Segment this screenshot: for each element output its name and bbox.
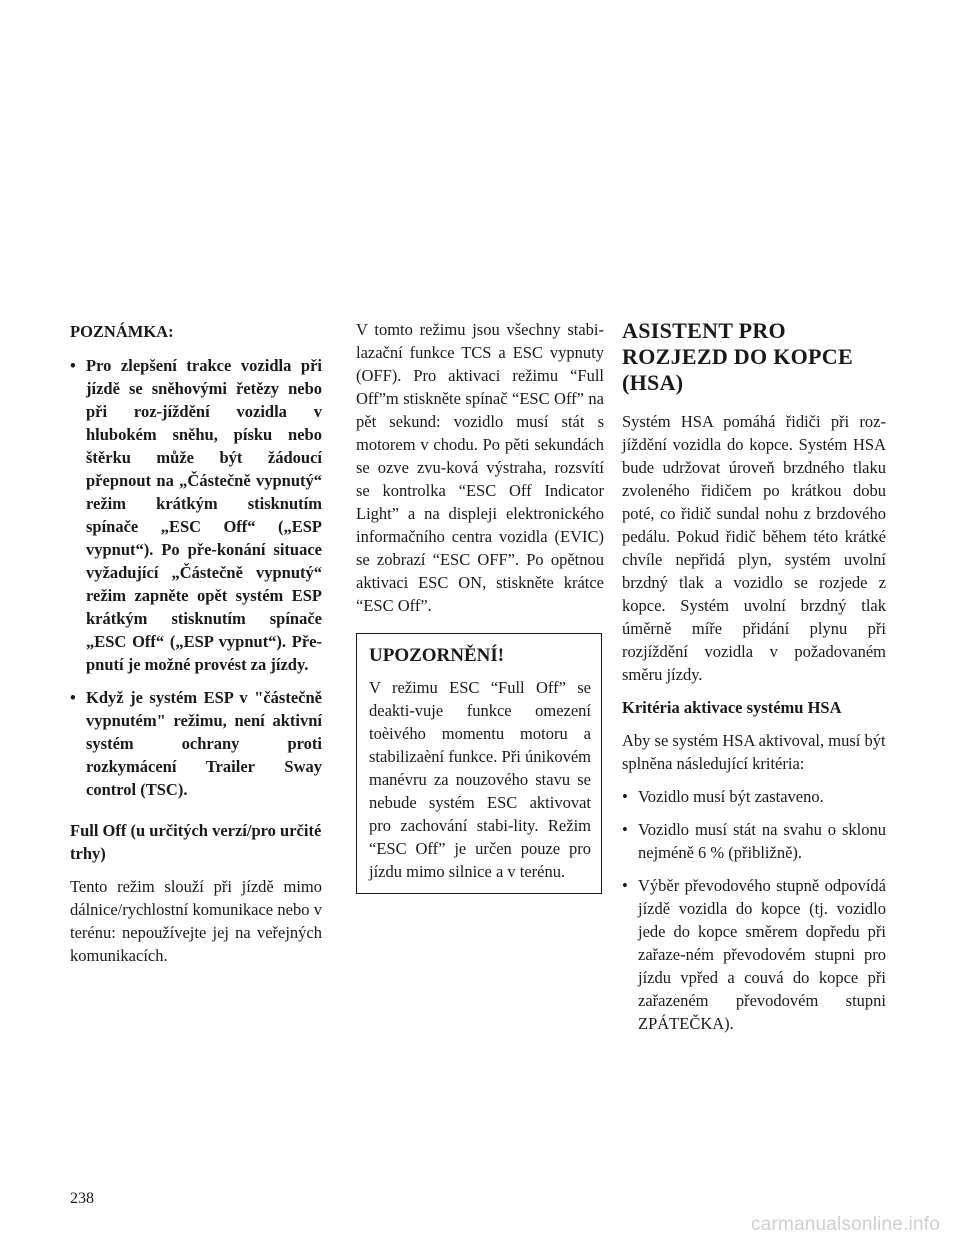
warning-title: UPOZORNĚNÍ! (369, 645, 505, 666)
criteria-list (622, 785, 886, 1035)
warning-text: V režimu ESC “Full Off” se deakti-vuje funkce omezení toèivého momentu motoru a stabilizaèní funkce. Při únikovém manévru za nouzového stavu se nebude systém ESC aktivovat pro zachování stabi-lity. Režim “ESC Off” je určen pouze pro jízdu mimo silnice a v terénu. (369, 678, 591, 881)
hsa-paragraph: Systém HSA pomáhá řidiči při roz-jíždění vozidla do kopce. Systém HSA bude udržovat úroveň brzdného tlaku zvoleného řidičem po krátkou dobu poté, co řidič sundal nohu z brzdového pedálu. Pokud řidič během této krátké chvíle nepřidá plyn, systém uvolní brzdný tlak a vozidlo se rozjede z kopce. Systém uvolní brzdný tlak úměrně míře přidání plynu při rozjíždění vozidla v požadovaném směru jízdy. (622, 412, 886, 684)
full-off-paragraph: Tento režim slouží při jízdě mimo dálnice/rychlostní komunikace nebo v terénu: nepoužívejte jej na veřejných komunikacích. (70, 877, 322, 965)
note-bullet-1: • Pro zlepšení trakce vozidla při jízdě se sněhovými řetězy nebo při roz-jíždění vozidla v hlubokém sněhu, písku nebo štěrku může být žádoucí přepnout na „Částečně vypnutý“ režim krátkým stisknutím spínače „ESC Off“ („ESP vypnut“). Po pře-konání situace vyžadující „Částečně vypnutý“ režim zapněte opět systém ESP krátkým stisknutím spínače „ESC Off“ („ESP vypnut“). Pře-pnutí je možné provést za jízdy. (70, 354, 322, 676)
full-off-subheading: Full Off (u určitých verzí/pro určité trhy) (70, 821, 322, 863)
criteria-heading: Kritéria aktivace systému HSA (622, 698, 842, 717)
criteria-item-1: • Vozidlo musí být zastaveno. (622, 785, 886, 808)
warning-box (356, 633, 602, 894)
criteria-item-3: • Výběr převodového stupně odpovídá jízdě vozidla do kopce (tj. vozidlo jede do kopce směrem dopředu při zařaze-ném převodovém stupni pro jízdu vpřed a couvá do kopce při zařazeném převodovém stupni ZPÁTEČKA). (622, 874, 886, 1035)
watermark: carmanualsonline.info (750, 1214, 940, 1235)
left-column (70, 318, 322, 967)
note-bullet-2: • Když je systém ESP v "částečně vypnutém" režimu, není aktivní systém ochrany proti rozkymácení Trailer Sway control (TSC). (70, 686, 322, 801)
criteria-intro: Aby se systém HSA aktivoval, musí být splněna následující kritéria: (622, 731, 886, 773)
full-off-description: V tomto režimu jsou všechny stabi-lazační funkce TCS a ESC vypnuty (OFF). Pro aktivaci režimu “Full Off”m stiskněte spínač “ESC Off” na pět sekund: vozidlo musí stát s motorem v chodu. Po pěti sekundách se ozve zvu-ková výstraha, rozsvítí se kontrolka “ESC Off Indicator Light” a na displeji elektronického informačního centra vozidla (EVIC) se zobrazí “ESC OFF”. Po opětnou aktivaci ESC ON, stiskněte krátce “ESC Off”. (356, 320, 604, 615)
note-list (70, 354, 322, 801)
middle-column (356, 318, 604, 894)
right-column (622, 318, 886, 1045)
section-heading: ASISTENT PRO ROZJEZD DO KOPCE (HSA) (622, 318, 853, 395)
criteria-item-2: • Vozidlo musí stát na svahu o sklonu nejméně 6 % (přibližně). (622, 818, 886, 864)
note-heading: POZNÁMKA: (70, 322, 174, 341)
page-number: 238 (70, 1190, 94, 1207)
